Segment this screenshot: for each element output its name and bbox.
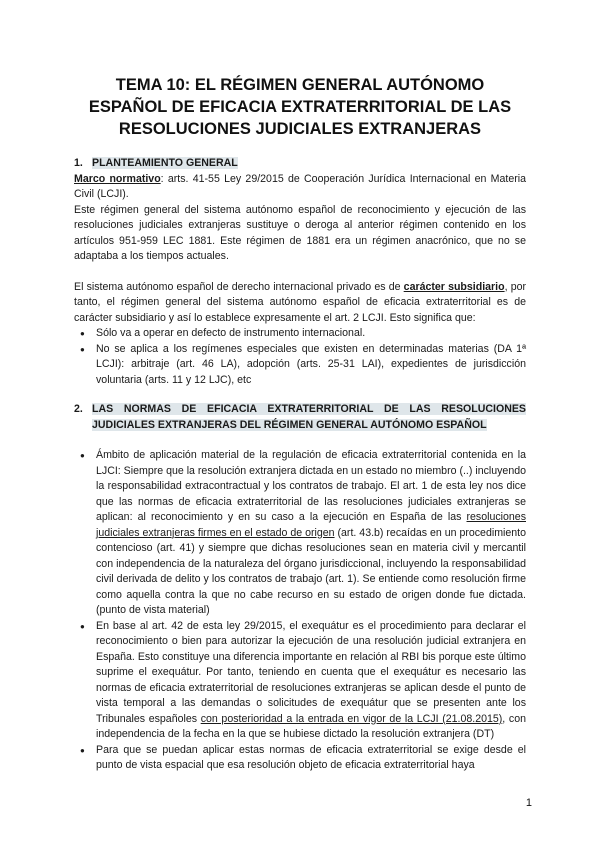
resoluciones-firmes-underlined: resoluciones judiciales extranjeras firmes en el estado de origen [96, 511, 526, 539]
page-number: 1 [525, 797, 532, 809]
paragraph-subsidiario [74, 280, 526, 327]
paragraph-subsidiario-text-a: El sistema autónomo español de derecho internacional privado es de [74, 280, 404, 293]
bullet-1-text-b: (art. 43.b) recaídas en un procedimiento contencioso (art. 41) y siempre que dichas resoluciones sean en materia civil y mercantil con independencia de la naturaleza del órgano jurisdiccional, incluyendo la responsabilidad civil derivada de delito y los contratos de trabajo (art. 1). Se entiende como resolución firme como aquella contra la que no cabe recurso en su estado de origen donde fue dictada. (punto de vista material) [96, 526, 526, 616]
marco-normativo-label: Marco normativo [74, 172, 161, 185]
section-2-heading [74, 402, 526, 433]
section-1-number: 1. [74, 157, 83, 169]
title-line-2: ESPAÑOL DE EFICACIA EXTRATERRITORIAL DE LAS [88, 98, 512, 116]
title-line-3: RESOLUCIONES JUDICIALES EXTRANJERAS [118, 120, 482, 138]
marco-normativo-text: : arts. 41-55 Ley 29/2015 de Cooperación Jurídica Internacional en Materia Civil (LCJI). [74, 172, 526, 200]
document-title [70, 74, 530, 140]
section-1-title: PLANTEAMIENTO GENERAL [92, 157, 238, 169]
paragraph-subsidiario-text-b: , por tanto, el régimen general del sistema autónomo español de eficacia extraterritorial es de carácter subsidiario y así lo establece expresamente el art. 2 LCJI. Esto significa que: [74, 280, 527, 324]
subsidiario-bullet-list [74, 326, 526, 388]
section-2-number: 2. [74, 403, 83, 415]
marco-normativo-paragraph [74, 172, 526, 203]
bullet-2-text-a: En base al art. 42 de esta ley 29/2015, el exequátur es el procedimiento para declarar el reconocimiento o bien para autorizar la ejecución de una resolución judicial extranjera en España. Esto constituye una diferencia importante en relación al RBI bis porque este último suprime el exequátur. Por tanto, teniendo en cuenta que el exequátur es necesario las normas de eficacia extraterritorial de resoluciones extranjeras se aplican desde el punto de vista temporal a las demandas o solicitudes de exequátur que se presenten ante los Tribunales españoles [96, 619, 526, 725]
list-item: ● No se aplica a los regímenes especiales que existen en determinadas materias (DA 1ª LCJI): arbitraje (art. 46 LA), adopción (arts. 25-31 LAI), expedientes de jurisdicción voluntaria (arts. 11 y 12 LJC), etc [74, 342, 526, 389]
list-item: ● Para que se puedan aplicar estas normas de eficacia extraterritorial se exige desde el punto de vista espacial que esa resolución objeto de eficacia extraterritorial haya [74, 743, 526, 774]
list-item: ● Sólo va a operar en defecto de instrumento internacional. [74, 326, 526, 342]
section-1-heading [74, 156, 526, 172]
paragraph-regimen: Este régimen general del sistema autónomo español de reconocimiento y ejecución de las resoluciones judiciales extranjeras sustituye o deroga al anterior régimen contenido en los artículos 951-959 LEC 1881. Este régimen de 1881 era un régimen anacrónico, que no se adaptaba a los tiempos actuales. [74, 203, 526, 262]
bullet-1-text-a: Ámbito de aplicación material de la regulación de eficacia extraterritorial contenida en la LJCI: Siempre que la resolución extranjera dictada en un estado no miembro (..) incluyendo la responsabilidad extracontractual y los contratos de trabajo. El art. 1 de esta ley nos dice que las normas de eficacia extraterritorial de las resoluciones judiciales extranjeras se aplican: al reconocimiento y en su caso a la ejecución en España de las [96, 449, 526, 523]
section-2-title: LAS NORMAS DE EFICACIA EXTRATERRITORIAL DE LAS RESOLUCIONES JUDICIALES EXTRANJERAS DEL RÉGIMEN GENERAL AUTÓNOMO ESPAÑOL [92, 403, 526, 431]
section-2-bullet-list [74, 448, 526, 774]
document-body [74, 156, 526, 774]
caracter-subsidiario-emphasis: carácter subsidiario [403, 280, 505, 293]
title-line-1: TEMA 10: EL RÉGIMEN GENERAL AUTÓNOMO [115, 76, 485, 94]
list-item [74, 619, 526, 743]
bullet-2-text-b: , con independencia de la fecha en la que se hubiese dictado la resolución extranjera (DT) [96, 712, 526, 740]
entrada-en-vigor-underlined: con posterioridad a la entrada en vigor de la LCJI (21.08.2015) [200, 712, 503, 725]
list-item [74, 448, 526, 619]
